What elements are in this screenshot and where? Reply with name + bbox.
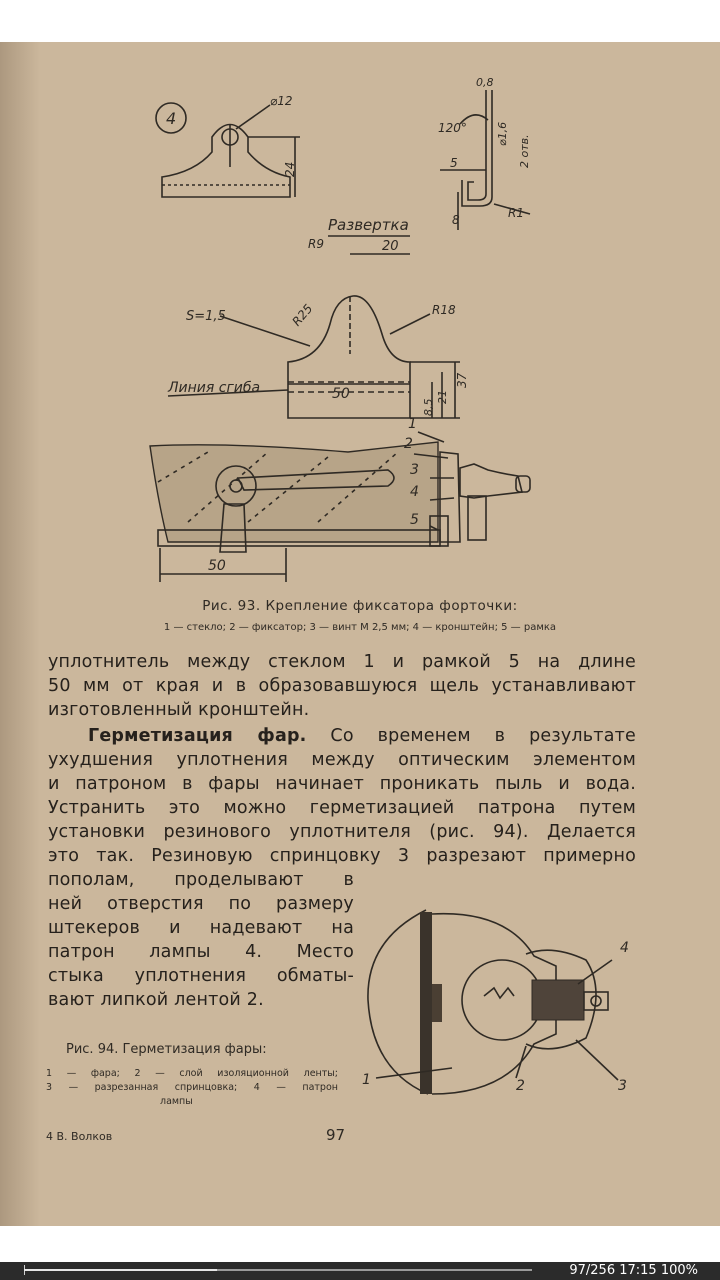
reading-progress-fill	[24, 1269, 217, 1271]
body-line-12: штекеров и надевают на	[48, 918, 354, 938]
dim-21: 21	[436, 390, 449, 404]
dim-50: 50	[332, 386, 350, 402]
body-line-15: вают липкой лентой 2.	[48, 990, 264, 1010]
dim-R18: R18	[432, 303, 456, 317]
dim-0-8: 0,8	[476, 76, 494, 89]
body-line-2: 50 мм от края и в образовавшуюся щель устанавливают	[48, 676, 636, 696]
body-line-3: изготовленный кронштейн.	[48, 700, 310, 720]
section-heading-headlight-sealing: Герметизация фар.	[88, 726, 307, 746]
page-number: 97	[326, 1126, 346, 1144]
dim-37: 37	[455, 372, 469, 388]
figure-93-assembly-drawing	[148, 412, 548, 582]
dim-24: 24	[283, 161, 297, 177]
body-line-1: уплотнитель между стеклом 1 и рамкой 5 на длине	[48, 652, 636, 672]
figure-94-caption: Рис. 94. Герметизация фары:	[66, 1042, 267, 1057]
figure-94-legend-line-3: лампы	[160, 1096, 193, 1107]
body-line-13: патрон лампы 4. Место	[48, 942, 354, 962]
body-line-4-rest: Со временем в результате	[306, 726, 636, 746]
body-line-7: Устранить это можно герметизацией патрона путем	[48, 798, 636, 818]
fig94-callout-2: 2	[516, 1078, 525, 1094]
dim-20: 20	[382, 239, 399, 254]
body-line-9: это так. Резиновую спринцовку 3 разрезают примерно	[48, 846, 636, 866]
dim-50-bottom: 50	[208, 558, 226, 574]
fig94-callout-3: 3	[618, 1078, 627, 1094]
figure-93-bracket-drawing	[150, 94, 310, 207]
status-text: 97/256 17:15 100%	[569, 1263, 698, 1278]
figure-93-dim-50-top	[288, 372, 418, 402]
body-line-10: пополам, проделывают в	[48, 870, 354, 890]
callout-1: 1	[408, 416, 417, 432]
body-line-14: стыка уплотнения обматы-	[48, 966, 354, 986]
book-page	[0, 42, 720, 1226]
figure-94-legend-line-1: 1 — фара; 2 — слой изоляционной ленты;	[46, 1068, 338, 1079]
dim-diameter-1-6: ⌀1,6	[496, 121, 509, 146]
callout-2: 2	[404, 436, 413, 452]
dim-8: 8	[452, 213, 460, 227]
reading-progress-track[interactable]	[24, 1269, 532, 1271]
callout-4: 4	[410, 484, 419, 500]
dim-R9: R9	[308, 237, 324, 251]
dim-R25: R25	[289, 301, 316, 329]
figure-94-headlight-drawing	[356, 900, 646, 1110]
fig94-callout-1: 1	[362, 1072, 371, 1088]
liniya-sgiba-label: Линия сгиба	[168, 380, 261, 396]
figure-93-side-view	[430, 72, 540, 232]
callout-3: 3	[410, 462, 419, 478]
callout-5: 5	[410, 512, 419, 528]
signature-mark: 4 В. Волков	[46, 1130, 113, 1143]
dim-R1: R1	[508, 206, 524, 220]
dim-diameter-12: ⌀12	[270, 94, 293, 108]
body-line-5: ухудшения уплотнения между оптическим элементом	[48, 750, 636, 770]
figure-93-circle-number: 4	[166, 109, 177, 128]
figure-93-legend: 1 — стекло; 2 — фиксатор; 3 — винт М 2,5 мм; 4 — кронштейн; 5 — рамка	[163, 622, 557, 633]
figure-93-caption: Рис. 93. Крепление фиксатора форточки:	[202, 598, 518, 614]
body-line-6: и патроном в фары начинает проникать пыль и вода.	[48, 774, 636, 794]
fig94-callout-4: 4	[620, 940, 629, 956]
body-line-4	[88, 726, 636, 746]
dim-120-deg: 120°	[438, 121, 467, 135]
body-line-11: ней отверстия по размеру	[48, 894, 354, 914]
body-line-8: установки резинового уплотнителя (рис. 94). Делается	[48, 822, 636, 842]
reader-status-bar	[0, 1262, 720, 1280]
dim-8-5: 8,5	[422, 398, 435, 416]
dim-S-1-5: S=1,5	[186, 309, 226, 324]
razvertka-label: Развертка	[328, 216, 409, 234]
dim-2-holes: 2 отв.	[518, 134, 531, 168]
dim-5: 5	[450, 156, 458, 170]
figure-94-legend-line-2: 3 — разрезанная спринцовка; 4 — патрон	[46, 1082, 338, 1093]
